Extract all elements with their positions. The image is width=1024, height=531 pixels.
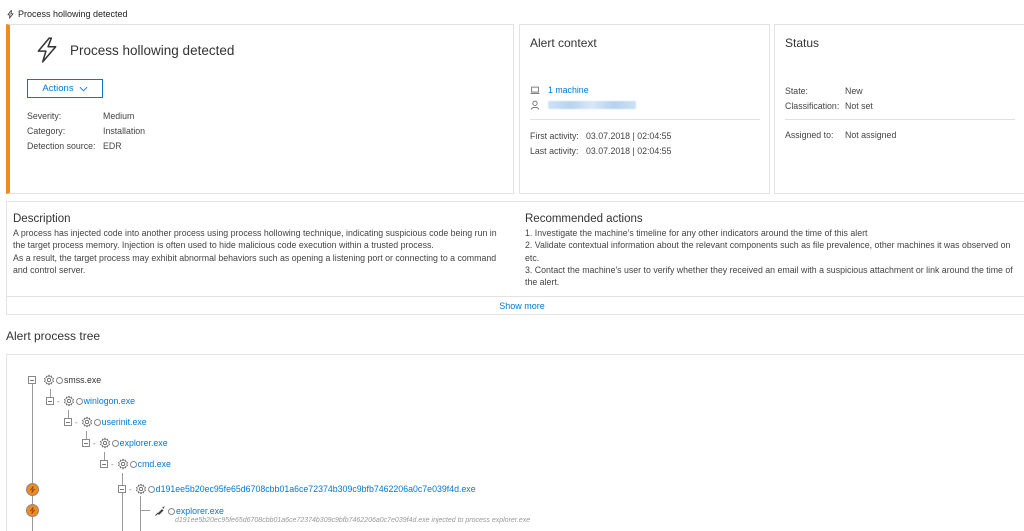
alert-context-card [519, 24, 770, 194]
description-paragraph: As a result, the target process may exhibit abnormal behaviors such as opening a listening port or connecting to a command and control server. [13, 252, 497, 275]
last-activity-row [530, 143, 671, 158]
gear-icon [135, 483, 147, 495]
gear-icon [43, 374, 55, 386]
last-activity-value: 03.07.2018 | 02:04:55 [586, 145, 672, 156]
process-tree-panel [6, 354, 1024, 531]
circle-icon [94, 419, 101, 426]
gear-icon [99, 437, 111, 449]
collapse-icon[interactable] [64, 418, 72, 426]
state-row [785, 83, 873, 98]
process-node-cmd [100, 457, 171, 471]
divider [785, 119, 1015, 120]
process-node-smss [28, 373, 101, 387]
breadcrumb [6, 7, 128, 21]
description-section [7, 213, 507, 276]
process-link[interactable]: explorer.exe [119, 438, 168, 448]
category-label: Category: [27, 125, 66, 136]
tree-dash: - [93, 438, 96, 448]
process-node-injected-explorer [154, 504, 224, 518]
lightning-icon [34, 37, 60, 63]
classification-value: Not set [845, 100, 873, 111]
alert-fields [27, 108, 145, 153]
process-tree-title: Alert process tree [6, 329, 101, 343]
process-link[interactable]: winlogon.exe [83, 396, 136, 406]
recommended-action-item: 3. Contact the machine's user to verify whether they received an email with a suspicious attachment or link around the time of the alert. [525, 264, 1013, 288]
recommended-action-item: 1. Investigate the machine's timeline for any other indicators around the time of this alert [525, 228, 868, 239]
severity-label: Severity: [27, 110, 62, 121]
severity-value: Medium [103, 110, 135, 121]
activity-fields [530, 128, 671, 158]
assignment-fields [785, 127, 896, 142]
description-title: Description [13, 213, 71, 225]
tree-dash: - [57, 396, 60, 406]
category-row [27, 123, 145, 138]
user-row [530, 98, 636, 112]
collapse-icon[interactable] [82, 439, 90, 447]
tree-connector [140, 496, 141, 531]
process-link[interactable]: explorer.exe [176, 506, 224, 516]
process-link[interactable]: userinit.exe [101, 417, 147, 427]
process-node-explorer [82, 436, 168, 450]
machine-link[interactable]: 1 machine [548, 85, 589, 95]
gear-icon [117, 458, 129, 470]
show-more-bar [7, 296, 1024, 315]
circle-icon [56, 377, 63, 384]
alert-title-text: Process hollowing detected [70, 42, 235, 58]
syringe-icon [154, 505, 166, 517]
gear-icon [63, 395, 75, 407]
alert-marker-icon[interactable] [26, 504, 39, 517]
state-value: New [845, 85, 863, 96]
collapse-icon[interactable] [46, 397, 54, 405]
assigned-row [785, 127, 896, 142]
last-activity-label: Last activity: [530, 145, 579, 156]
circle-icon [168, 508, 175, 515]
status-card [774, 24, 1024, 194]
description-card [6, 201, 1024, 315]
divider [530, 119, 760, 120]
circle-icon [148, 486, 155, 493]
process-node-hash-exe [118, 482, 476, 496]
circle-icon [130, 461, 137, 468]
alert-marker-icon[interactable] [26, 483, 39, 496]
detection-source-value: EDR [103, 140, 122, 151]
assigned-label: Assigned to: [785, 129, 834, 140]
collapse-icon[interactable] [118, 485, 126, 493]
process-node-userinit [64, 415, 147, 429]
severity-row [27, 108, 145, 123]
process-link[interactable]: d191ee5b20ec95fe65d6708cbb01a6ce72374b309c9bfb7462206a0c7e039f4d.exe [155, 484, 476, 494]
actions-dropdown-button[interactable] [27, 79, 103, 98]
detection-source-row [27, 138, 145, 153]
breadcrumb-title: Process hollowing detected [18, 9, 128, 19]
machine-row [530, 83, 589, 97]
user-icon [530, 100, 540, 110]
laptop-icon [530, 85, 540, 95]
show-more-link[interactable]: Show more [499, 301, 545, 311]
detection-source-label: Detection source: [27, 140, 96, 151]
status-title: Status [785, 36, 820, 50]
redacted-user-link[interactable] [548, 101, 636, 109]
first-activity-value: 03.07.2018 | 02:04:55 [586, 130, 672, 141]
classification-label: Classification: [785, 100, 840, 111]
status-fields [785, 83, 873, 113]
collapse-icon[interactable] [28, 376, 36, 384]
alert-context-title: Alert context [530, 36, 597, 50]
recommended-actions-section [525, 213, 1024, 288]
first-activity-label: First activity: [530, 130, 579, 141]
recommended-actions-title: Recommended actions [525, 213, 643, 225]
process-link[interactable]: cmd.exe [137, 459, 171, 469]
tree-connector [140, 510, 150, 511]
circle-icon [112, 440, 119, 447]
first-activity-row [530, 128, 671, 143]
injection-note: d191ee5b20ec95fe65d6708cbb01a6ce72374b309c9bfb7462206a0c7e039f4d.exe injected to process explorer.exe [175, 517, 531, 524]
chevron-down-icon [79, 86, 88, 92]
tree-dash: - [111, 459, 114, 469]
circle-icon [76, 398, 83, 405]
gear-icon [81, 416, 93, 428]
description-paragraph: A process has injected code into another process using process hollowing technique, indicating suspicious code being run in the target process memory. Injection is often used to hide malicious code execution within a trusted process. [13, 228, 497, 251]
actions-label: Actions [42, 83, 74, 94]
alert-title [34, 37, 234, 63]
process-node-winlogon [46, 394, 135, 408]
tree-dash: - [75, 417, 78, 427]
lightning-icon [6, 10, 15, 19]
alert-summary-card [6, 24, 514, 194]
category-value: Installation [103, 125, 146, 136]
recommended-action-item: 2. Validate contextual information about the relevant components such as file prevalence, other machines it was observed on etc. [525, 240, 1011, 263]
state-label: State: [785, 85, 808, 96]
collapse-icon[interactable] [100, 460, 108, 468]
process-name: smss.exe [64, 375, 102, 385]
assigned-value: Not assigned [845, 129, 897, 140]
tree-dash: - [129, 484, 132, 494]
classification-row [785, 98, 873, 113]
